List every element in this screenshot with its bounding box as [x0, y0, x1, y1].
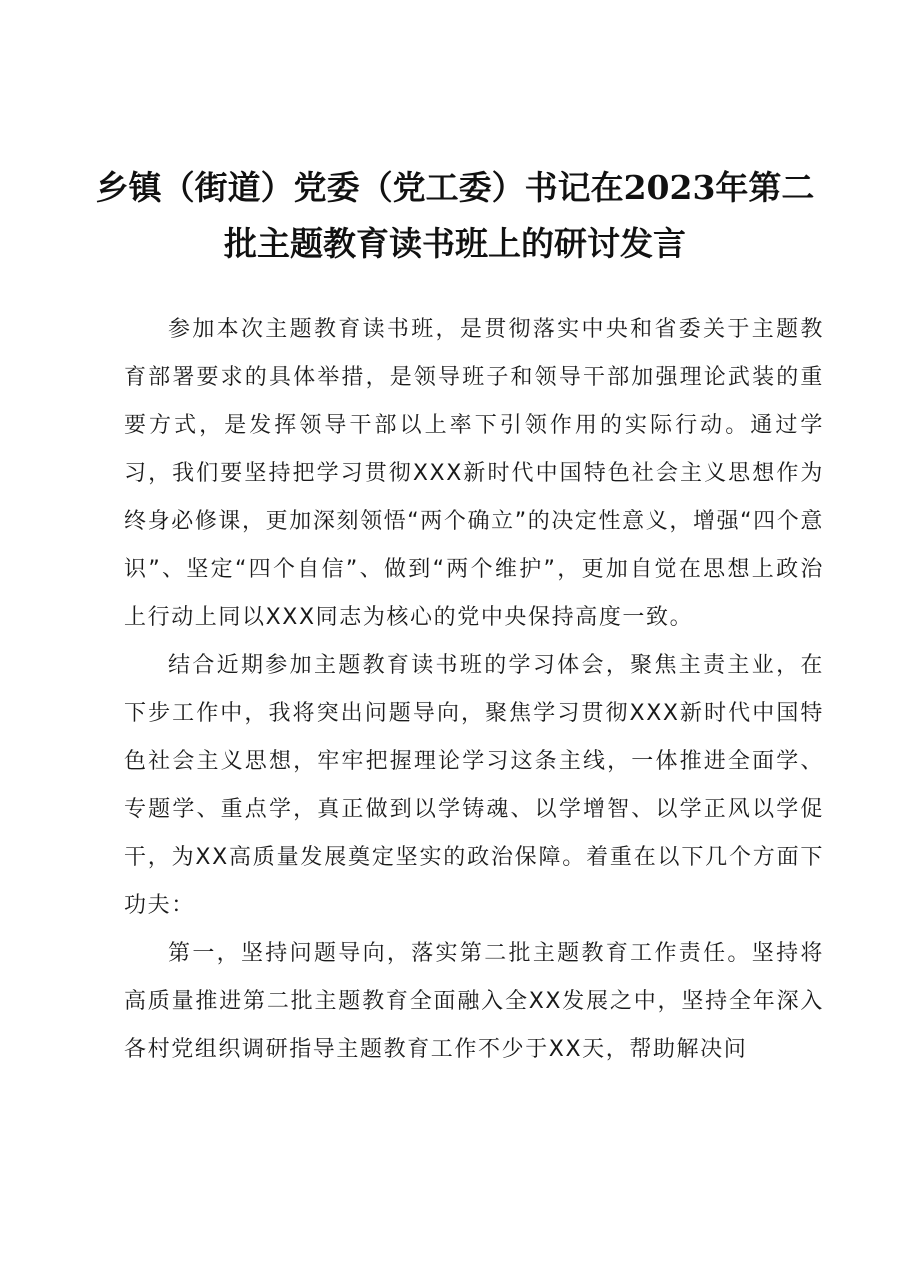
title-line-1: 乡镇（街道）党委（党工委）书记在2023年第二 — [95, 168, 815, 207]
document-body — [124, 306, 824, 1074]
document-title — [60, 160, 850, 272]
paragraph-1: 参加本次主题教育读书班，是贯彻落实中央和省委关于主题教育部署要求的具体举措，是领导班子和领导干部加强理论武装的重要方式，是发挥领导干部以上率下引领作用的实际行动。通过学习，我们要坚持把学习贯彻XXX新时代中国特色社会主义思想作为终身必修课，更加深刻领悟“两个确立”的决定性意义，增强“四个意识”、坚定“四个自信”、做到“两个维护”，更加自觉在思想上政治上行动上同以XXX同志为核心的党中央保持高度一致。 — [124, 317, 824, 630]
paragraph-3: 第一，坚持问题导向，落实第二批主题教育工作责任。坚持将高质量推进第二批主题教育全面融入全XX发展之中，坚持全年深入各村党组织调研指导主题教育工作不少于XX天，帮助解决问 — [124, 941, 824, 1062]
paragraph-2: 结合近期参加主题教育读书班的学习体会，聚焦主责主业，在下步工作中，我将突出问题导向，聚焦学习贯彻XXX新时代中国特色社会主义思想，牢牢把握理论学习这条主线，一体推进全面学、专题学、重点学，真正做到以学铸魂、以学增智、以学正风以学促干，为XX高质量发展奠定坚实的政治保障。着重在以下几个方面下功夫： — [124, 653, 824, 918]
title-line-2: 批主题教育读书班上的研讨发言 — [224, 224, 686, 263]
